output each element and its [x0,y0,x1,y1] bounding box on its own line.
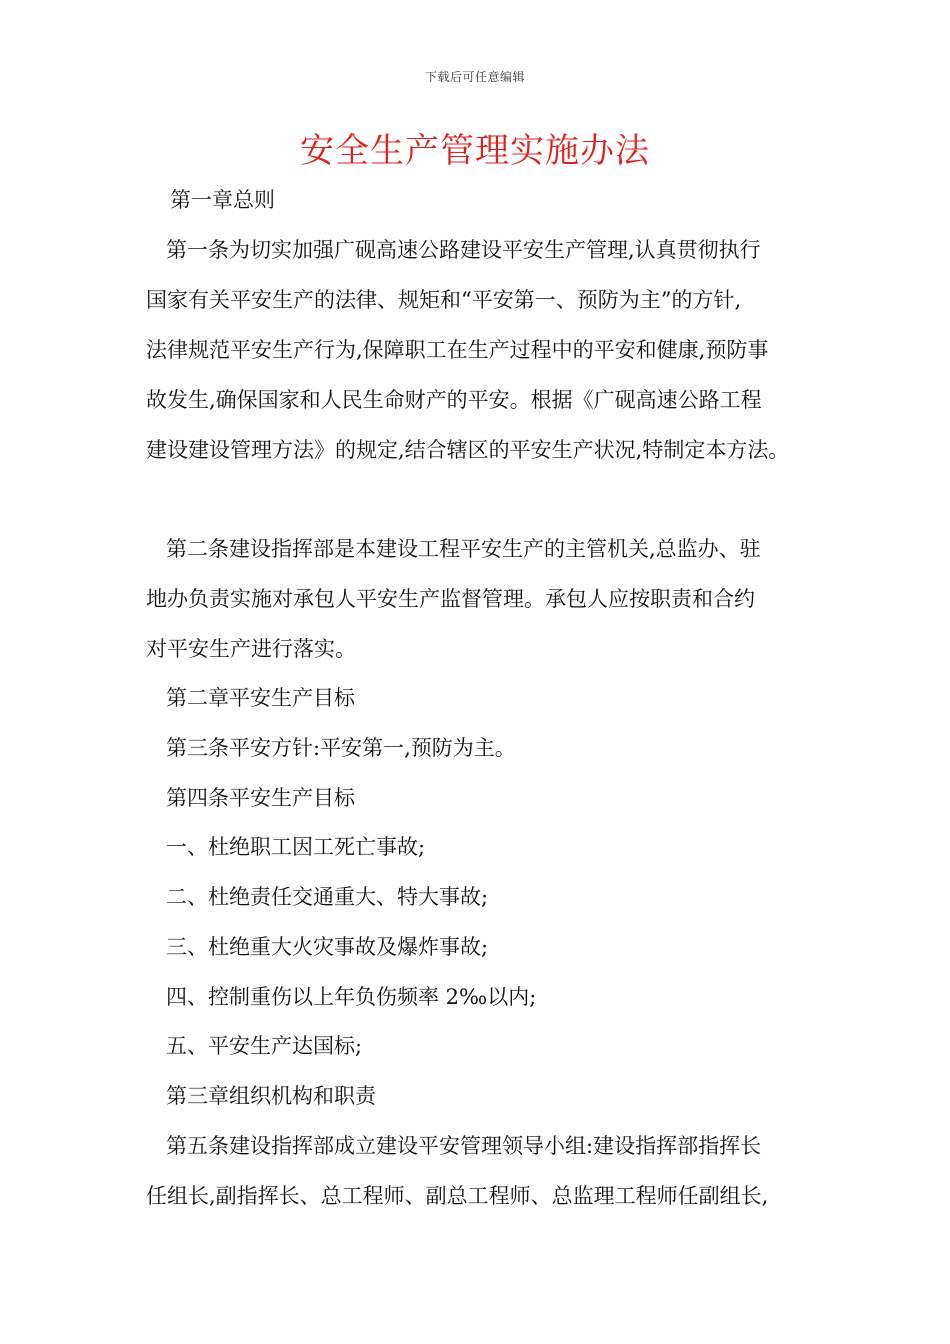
paragraph-line: 法律规范平安生产行为,保障职工在生产过程中的平安和健康,预防事 [146,338,769,362]
paragraph-line: 地办负责实施对承包人平安生产监督管理。承包人应按职责和合约 [146,587,755,611]
paragraph-line: 第一条为切实加强广砚高速公路建设平安生产管理,认真贯彻执行 [166,238,761,262]
paragraph-line: 第四条平安生产目标 [166,786,355,810]
document-title: 安全生产管理实施办法 [300,131,650,171]
paragraph-line: 任组长,副指挥长、总工程师、副总工程师、总监理工程师任副组长, [146,1184,769,1208]
paragraph-line: 第二条建设指挥部是本建设工程平安生产的主管机关,总监办、驻 [166,537,761,561]
chapter-heading-1: 第一章总则 [170,188,275,212]
paragraph-line: 故发生,确保国家和人民生命财产的平安。根据《广砚高速公路工程 [146,388,762,412]
header-note: 下载后可任意编辑 [424,70,525,84]
paragraph-line: 第三条平安方针:平安第一,预防为主。 [166,736,516,760]
paragraph-line: 第五条建设指挥部成立建设平安管理领导小组:建设指挥部指挥长 [166,1134,762,1158]
list-item: 一、杜绝职工因工死亡事故; [166,835,426,859]
list-item: 五、平安生产达国标; [166,1034,363,1058]
chapter-heading-2: 第二章平安生产目标 [166,686,355,710]
list-item: 四、控制重伤以上年负伤频率 2‰以内; [166,985,537,1009]
paragraph-line: 建设建设管理方法》的规定,结合辖区的平安生产状况,特制定本方法。 [146,438,790,462]
list-item: 二、杜绝责任交通重大、特大事故; [166,885,489,909]
chapter-heading-3: 第三章组织机构和职责 [166,1084,376,1108]
paragraph-line: 国家有关平安生产的法律、规矩和“平安第一、预防为主”的方针, [146,288,742,312]
list-item: 三、杜绝重大火灾事故及爆炸事故; [166,935,489,959]
paragraph-line: 对平安生产进行落实。 [146,637,356,661]
